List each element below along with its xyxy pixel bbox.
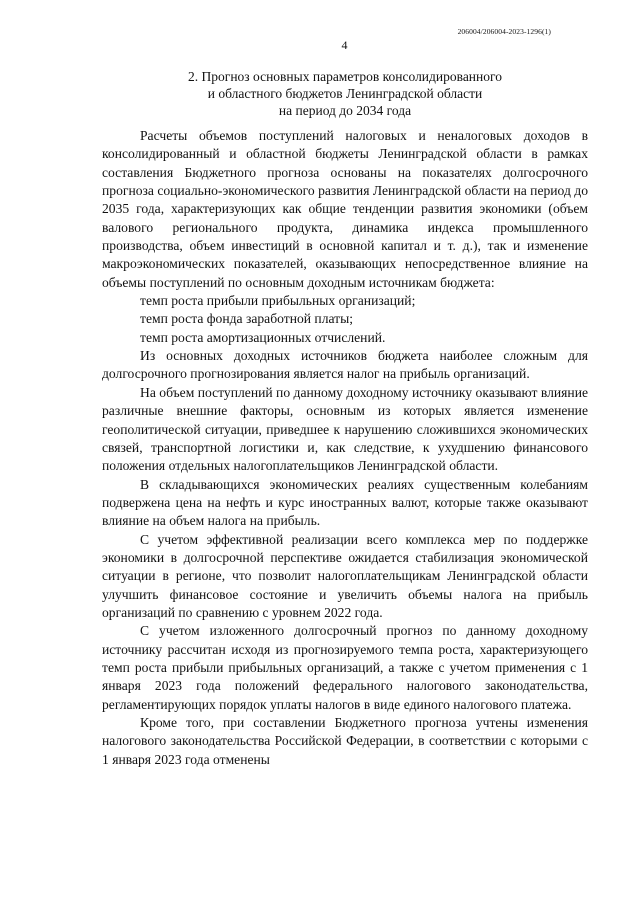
list-item-profit-growth: темп роста прибыли прибыльных организаций;: [140, 293, 416, 309]
paragraph-revenue-calculation: Расчеты объемов поступлений налоговых и неналоговых доходов в консолидированный и областной бюджеты Ленинградской области в рамках составления Бюджетного прогноза основаны на показателях долгосрочного прогноза социально-экономического развития Ленинградской области на период до 2035 года, характеризующих как общие тенденции развития экономики (объем валового регионального продукта, динамика индекса промышленного производства, объем инвестиций в основной капитал и т. д.), так и изменение макроэкономических показателей, оказывающих непосредственное влияние на объемы поступлений по основным доходным источникам бюджета:: [102, 128, 588, 290]
section-title-line-2: и областного бюджетов Ленинградской области: [207, 86, 483, 101]
list-item-depreciation-growth: темп роста амортизационных отчислений.: [140, 329, 386, 345]
list-item-payroll-growth: темп роста фонда заработной платы;: [140, 311, 354, 327]
paragraph-forecast-basis: С учетом изложенного долгосрочный прогноз по данному доходному источнику рассчитан исходя из прогнозируемого темпа роста, характеризующего темп роста прибыли прибыльных организаций, а также с учетом применения с 1 января 2023 года положений федерального налогового законодательства, регламентирующих порядок уплаты налогов в виде единого налогового платежа.: [102, 623, 588, 712]
paragraph-oil-currency: В складывающихся экономических реалиях существенным колебаниям подвержена цена на нефть и курс иностранных валют, которые также оказывают влияние на объем налога на прибыль.: [102, 476, 588, 529]
paragraph-external-factors: На объем поступлений по данному доходному источнику оказывают влияние различные внешние факторы, основным из которых является изменение геополитической ситуации, приведшее к нарушению сложившихся экономических связей, транспортной логистики и, как следствие, к ухудшению финансового положения отдельных налогоплательщиков Ленинградской области.: [102, 384, 588, 474]
paragraph-stabilization: С учетом эффективной реализации всего комплекса мер по поддержке экономики в долгосрочной перспективе ожидается стабилизация экономической ситуации в регионе, что позволит налогоплательщикам Ленинградской области улучшить финансовое состояние и увеличить объемы налога на прибыль организаций по сравнению с уровнем 2022 года.: [102, 531, 588, 620]
paragraph-legislation-changes: Кроме того, при составлении Бюджетного прогноза учтены изменения налогового законодательства Российской Федерации, в соответствии с которыми с 1 января 2023 года отменены: [102, 715, 588, 767]
paragraph-profit-tax-difficulty: Из основных доходных источников бюджета наиболее сложным для долгосрочного прогнозирования является налог на прибыль организаций.: [102, 348, 588, 382]
document-id: 206004/206004-2023-1296(1): [457, 27, 551, 36]
page-number: 4: [341, 38, 348, 52]
section-title-line-1: 2. Прогноз основных параметров консолидированного: [188, 69, 502, 84]
document-body: [102, 127, 588, 769]
section-title-line-3: на период до 2034 года: [278, 103, 412, 118]
section-title: [100, 68, 590, 119]
